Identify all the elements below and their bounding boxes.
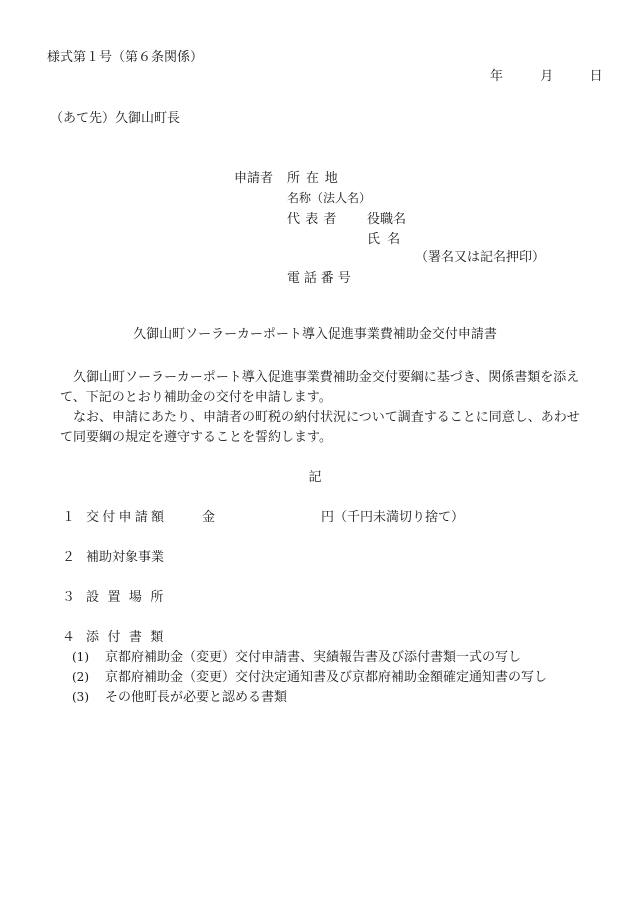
date-month: 月 — [540, 69, 554, 84]
form-number: 様式第１号（第６条関係） — [47, 50, 204, 65]
attachment-number: (1) — [72, 650, 89, 664]
date-year: 年 — [490, 69, 504, 84]
amount-yen-note: 円（千円未満切り捨て） — [321, 510, 465, 525]
addressee: （あて先）久御山町長 — [50, 111, 181, 126]
item-number-1: １ — [62, 510, 76, 525]
seal-note: （署名又は記名押印） — [415, 250, 546, 265]
date-line — [490, 70, 603, 83]
attachment-number: (2) — [72, 670, 89, 684]
body-text — [60, 368, 592, 448]
item-number-2: ２ — [62, 550, 76, 565]
attachment-item — [72, 651, 521, 664]
installation-place-label: 設置場所 — [86, 590, 172, 605]
document-title: 久御山町ソーラーカーポート導入促進事業費補助金交付申請書 — [133, 327, 497, 342]
date-day: 日 — [589, 69, 603, 84]
amount-label: 交付申請額 — [86, 510, 168, 525]
full-name-label: 氏名 — [367, 232, 408, 247]
attachment-text: 京都府補助金（変更）交付決定通知書及び京都府補助金額確定通知書の写し — [105, 670, 548, 685]
body-paragraph-2: なお、申請にあたり、申請者の町税の納付状況について調査することに同意し、あわせて同要綱の規定を遵守することを誓約します。 — [60, 410, 580, 445]
address-label: 所在地 — [287, 171, 344, 186]
body-paragraph-1: 久御山町ソーラーカーポート導入促進事業費補助金交付要綱に基づき、関係書類を添えて、下記のとおり補助金の交付を申請します。 — [60, 370, 580, 405]
item-number-3: ３ — [62, 590, 76, 605]
attachments-label: 添付書類 — [86, 630, 172, 645]
job-title-label: 役職名 — [367, 212, 407, 227]
attachment-text: その他町長が必要と認める書類 — [105, 690, 288, 705]
attachment-number: (3) — [72, 690, 89, 704]
ki-heading: 記 — [308, 470, 322, 485]
target-project-label: 補助対象事業 — [86, 550, 165, 565]
item-number-4: ４ — [62, 630, 76, 645]
applicant-label: 申請者 — [234, 171, 274, 186]
company-name-label: 名称（法人名） — [287, 191, 372, 205]
attachment-item — [72, 691, 287, 704]
attachment-text: 京都府補助金（変更）交付申請書、実績報告書及び添付書類一式の写し — [105, 650, 522, 665]
attachment-item — [72, 671, 547, 684]
phone-label: 電話番号 — [287, 271, 355, 286]
representative-label: 代表者 — [287, 212, 342, 227]
amount-kin: 金 — [202, 510, 216, 525]
